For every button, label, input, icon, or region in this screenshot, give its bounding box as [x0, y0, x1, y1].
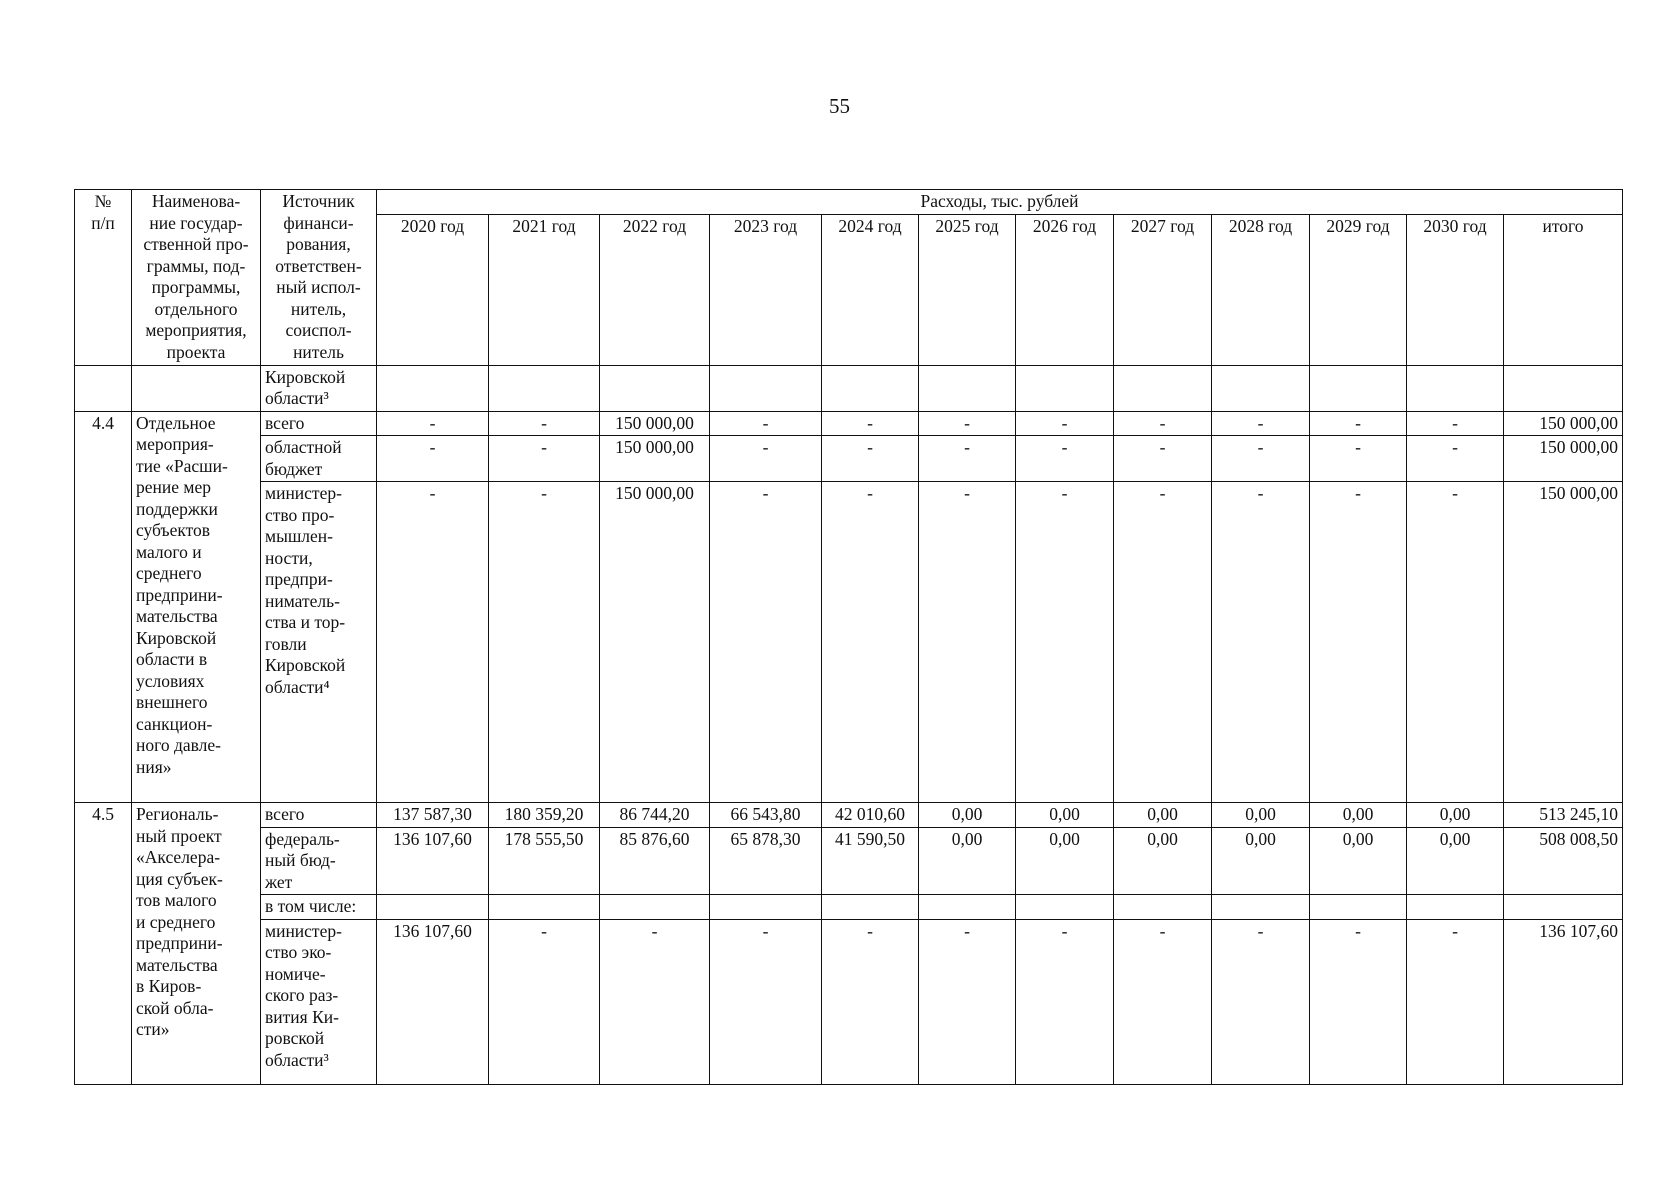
value-cell — [377, 365, 489, 411]
header-source: Источник финанси- рования, ответствен- ный испол- нитель, соиспол- нитель — [261, 190, 377, 366]
value-cell: - — [919, 411, 1016, 436]
value-cell: - — [489, 411, 600, 436]
value-cell — [1016, 365, 1114, 411]
value-cell: 136 107,60 — [377, 827, 489, 895]
value-cell: - — [377, 436, 489, 482]
value-cell: - — [919, 919, 1016, 1084]
value-cell: - — [1212, 919, 1310, 1084]
value-cell: - — [489, 919, 600, 1084]
value-cell: 86 744,20 — [600, 803, 710, 828]
value-cell: - — [1407, 919, 1504, 1084]
header-year: 2026 год — [1016, 214, 1114, 365]
value-cell: - — [1212, 411, 1310, 436]
total-cell: 150 000,00 — [1504, 411, 1623, 436]
header-year: 2022 год — [600, 214, 710, 365]
value-cell — [1212, 365, 1310, 411]
value-cell — [1212, 895, 1310, 920]
value-cell: 0,00 — [1114, 827, 1212, 895]
row-number-cell — [75, 365, 132, 411]
value-cell: - — [1310, 436, 1407, 482]
header-year: 2024 год — [822, 214, 919, 365]
value-cell: 41 590,50 — [822, 827, 919, 895]
value-cell: - — [919, 436, 1016, 482]
value-cell — [919, 365, 1016, 411]
header-year: 2030 год — [1407, 214, 1504, 365]
header-total: итого — [1504, 214, 1623, 365]
value-cell: - — [489, 436, 600, 482]
value-cell: - — [1114, 482, 1212, 803]
header-year: 2023 год — [710, 214, 822, 365]
value-cell: - — [919, 482, 1016, 803]
source-cell: федераль- ный бюд- жет — [261, 827, 377, 895]
total-cell: 150 000,00 — [1504, 436, 1623, 482]
value-cell — [489, 895, 600, 920]
value-cell: 150 000,00 — [600, 482, 710, 803]
source-cell: министер- ство эко- номиче- ского раз- вития Ки- ровской области³ — [261, 919, 377, 1084]
value-cell: 150 000,00 — [600, 436, 710, 482]
header-year: 2028 год — [1212, 214, 1310, 365]
source-cell: областной бюджет — [261, 436, 377, 482]
value-cell — [710, 365, 822, 411]
value-cell: - — [1114, 919, 1212, 1084]
page-number: 55 — [829, 94, 850, 118]
header-year: 2025 год — [919, 214, 1016, 365]
value-cell: - — [822, 436, 919, 482]
total-cell: 150 000,00 — [1504, 482, 1623, 803]
total-cell: 513 245,10 — [1504, 803, 1623, 828]
value-cell: - — [822, 482, 919, 803]
value-cell: - — [1407, 436, 1504, 482]
header-no: № п/п — [75, 190, 132, 366]
value-cell: 0,00 — [1016, 803, 1114, 828]
value-cell — [377, 895, 489, 920]
budget-table — [74, 189, 1623, 1085]
value-cell: - — [710, 919, 822, 1084]
value-cell: - — [710, 482, 822, 803]
header-name: Наименова- ние государ- ственной про- граммы, под- программы, отдельного мероприятия, проекта — [132, 190, 261, 366]
value-cell: 0,00 — [1407, 803, 1504, 828]
value-cell — [822, 365, 919, 411]
source-cell: Кировской области³ — [261, 365, 377, 411]
value-cell: 66 543,80 — [710, 803, 822, 828]
value-cell — [919, 895, 1016, 920]
value-cell: - — [1407, 482, 1504, 803]
value-cell: 0,00 — [1212, 803, 1310, 828]
table-row — [75, 919, 1623, 1084]
value-cell — [1310, 895, 1407, 920]
total-cell: 136 107,60 — [1504, 919, 1623, 1084]
value-cell — [710, 895, 822, 920]
value-cell: - — [710, 411, 822, 436]
value-cell: - — [1016, 411, 1114, 436]
header-year: 2021 год — [489, 214, 600, 365]
value-cell: - — [1114, 436, 1212, 482]
value-cell — [822, 895, 919, 920]
value-cell — [1407, 365, 1504, 411]
source-cell: министер- ство про- мышлен- ности, предпри- ниматель- ства и тор- говли Кировской области⁴ — [261, 482, 377, 803]
row-name-cell — [132, 365, 261, 411]
value-cell — [1016, 895, 1114, 920]
table-row — [75, 827, 1623, 895]
header-expenses-title: Расходы, тыс. рублей — [377, 190, 1623, 215]
value-cell: - — [1016, 482, 1114, 803]
value-cell: 0,00 — [919, 803, 1016, 828]
source-cell: в том числе: — [261, 895, 377, 920]
value-cell: - — [1016, 436, 1114, 482]
value-cell: - — [377, 411, 489, 436]
value-cell: 137 587,30 — [377, 803, 489, 828]
value-cell: 136 107,60 — [377, 919, 489, 1084]
header-year: 2027 год — [1114, 214, 1212, 365]
value-cell: - — [710, 436, 822, 482]
table-row — [75, 895, 1623, 920]
value-cell: 0,00 — [1310, 827, 1407, 895]
row-number-cell: 4.4 — [75, 411, 132, 803]
value-cell: - — [1114, 411, 1212, 436]
value-cell: 85 876,60 — [600, 827, 710, 895]
table-row — [75, 411, 1623, 436]
value-cell: - — [377, 482, 489, 803]
value-cell: - — [822, 919, 919, 1084]
value-cell: 0,00 — [1212, 827, 1310, 895]
total-cell: 508 008,50 — [1504, 827, 1623, 895]
value-cell — [1114, 365, 1212, 411]
value-cell: 180 359,20 — [489, 803, 600, 828]
table-row — [75, 482, 1623, 803]
header-year: 2020 год — [377, 214, 489, 365]
source-cell: всего — [261, 803, 377, 828]
value-cell: - — [1407, 411, 1504, 436]
value-cell: - — [1016, 919, 1114, 1084]
value-cell — [1407, 895, 1504, 920]
value-cell — [489, 365, 600, 411]
value-cell: 0,00 — [1310, 803, 1407, 828]
row-name-cell: Отдельное мероприя- тие «Расши- рение мер поддержки субъектов малого и среднего предприни- мательства Кировской области в условиях внешнего санкцион- ного давле- ния» — [132, 411, 261, 803]
value-cell: 0,00 — [1016, 827, 1114, 895]
header-year: 2029 год — [1310, 214, 1407, 365]
header-row-1 — [75, 190, 1623, 215]
value-cell — [1114, 895, 1212, 920]
value-cell: - — [489, 482, 600, 803]
table-row — [75, 803, 1623, 828]
value-cell: 0,00 — [919, 827, 1016, 895]
value-cell: 150 000,00 — [600, 411, 710, 436]
value-cell: 0,00 — [1407, 827, 1504, 895]
row-name-cell: Региональ- ный проект «Акселера- ция субъек- тов малого и среднего предприни- мательства в Киров- ской обла- сти» — [132, 803, 261, 1085]
total-cell — [1504, 365, 1623, 411]
row-number-cell: 4.5 — [75, 803, 132, 1085]
table-row — [75, 365, 1623, 411]
value-cell: - — [1310, 411, 1407, 436]
value-cell: 65 878,30 — [710, 827, 822, 895]
source-cell: всего — [261, 411, 377, 436]
total-cell — [1504, 895, 1623, 920]
table-row — [75, 436, 1623, 482]
value-cell: - — [1212, 482, 1310, 803]
value-cell: - — [1310, 919, 1407, 1084]
value-cell: 0,00 — [1114, 803, 1212, 828]
value-cell: - — [1212, 436, 1310, 482]
value-cell: - — [600, 919, 710, 1084]
value-cell — [1310, 365, 1407, 411]
value-cell — [600, 365, 710, 411]
value-cell: 178 555,50 — [489, 827, 600, 895]
value-cell: 42 010,60 — [822, 803, 919, 828]
value-cell: - — [1310, 482, 1407, 803]
value-cell — [600, 895, 710, 920]
value-cell: - — [822, 411, 919, 436]
